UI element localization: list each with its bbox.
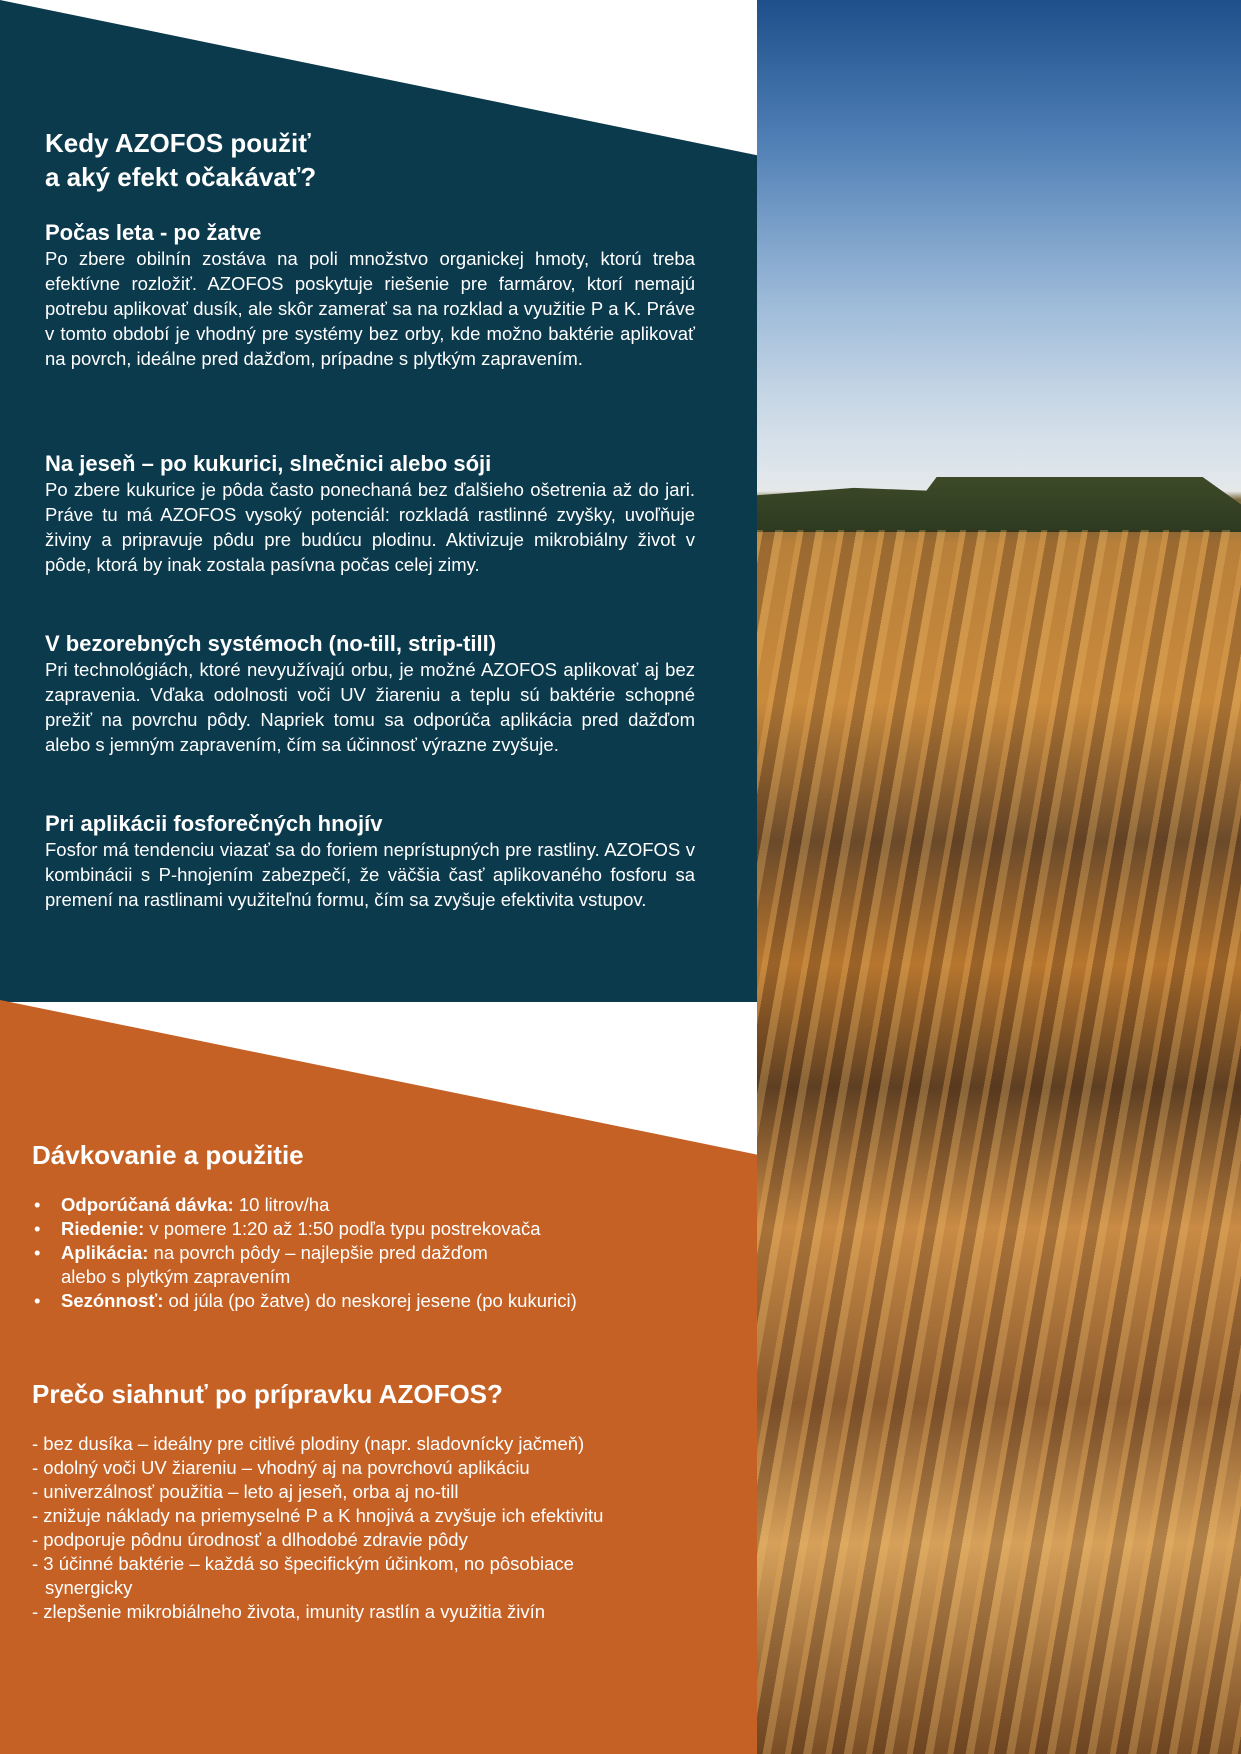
- list-item: - 3 účinné baktérie – každá so špecifickým účinkom, no pôsobiace synergicky: [32, 1553, 574, 1598]
- tree-line: [757, 440, 1241, 532]
- section-text: Pri technológiách, ktoré nevyužívajú orbu, je možné AZOFOS aplikovať aj bez zapravenia. Vďaka odolnosti voči UV žiareniu a teplu sú baktérie schopné prežiť na povrchu pôdy. Napriek tomu sa odporúča aplikácia pred dažďom alebo s jemným zapravením, čím sa účinnosť výrazne zvyšuje.: [45, 659, 695, 755]
- benefits-list: [32, 1432, 642, 1624]
- section-no-till: [45, 631, 695, 757]
- section-text: Po zbere kukurice je pôda často ponechaná bez ďalšieho ošetrenia až do jari. Práve tu má AZOFOS vysoký potenciál: rozkladá rastlinné zvyšky, uvoľňuje živiny a pripravuje pôdu pre budúcu plodinu. Aktivizuje mikrobiálny život v pôde, ktorá by inak zostala pasívna počas celej zimy.: [45, 479, 695, 575]
- list-item: - podporuje pôdnu úrodnosť a dlhodobé zdravie pôdy: [32, 1529, 468, 1550]
- why-heading: Prečo siahnuť po prípravku AZOFOS?: [32, 1379, 503, 1409]
- list-item: - univerzálnosť použitia – leto aj jeseň, orba aj no-till: [32, 1481, 459, 1502]
- orange-panel: [0, 1000, 757, 1754]
- section-autumn: [45, 451, 695, 577]
- cornfield-photo: [757, 0, 1241, 1754]
- list-item: • Riedenie: v pomere 1:20 až 1:50 podľa typu postrekovača: [32, 1217, 732, 1241]
- title-line-2: a aký efekt očakávať?: [45, 162, 317, 192]
- page-title: [45, 126, 695, 194]
- list-item: • Odporúčaná dávka: 10 litrov/ha: [32, 1193, 502, 1217]
- section-text: Po zbere obilnín zostáva na poli množstvo organickej hmoty, ktorú treba efektívne rozložiť. AZOFOS poskytuje riešenie pre farmárov, ktorí nemajú potrebu aplikovať dusík, ale skôr zamerať sa na rozklad a využitie P a K. Práve v tomto období je vhodný pre systémy bez orby, kde možno baktérie aplikovať na povrch, ideálne pred dažďom, prípadne s plytkým zapravením.: [45, 248, 695, 369]
- section-text: Fosfor má tendenciu viazať sa do foriem neprístupných pre rastliny. AZOFOS v kombinácii s P-hnojením zabezpečí, že väčšia časť aplikovaného fosforu sa premení na rastlinami využiteľnú formu, čím sa zvyšuje efektivita vstupov.: [45, 839, 695, 910]
- corn-stalks: [757, 530, 1241, 1754]
- section-summer: [45, 220, 695, 371]
- list-item: - znižuje náklady na priemyselné P a K hnojivá a zvyšuje ich efektivitu: [32, 1505, 604, 1526]
- why-section: [32, 1378, 682, 1624]
- list-item: • Sezónnosť: od júla (po žatve) do neskorej jesene (po kukurici): [32, 1289, 732, 1313]
- list-item: - odolný voči UV žiareniu – vhodný aj na povrchovú aplikáciu: [32, 1457, 530, 1478]
- section-heading: Pri aplikácii fosforečných hnojív: [45, 811, 383, 836]
- list-item: - bez dusíka – ideálny pre citlivé plodiny (napr. sladovnícky jačmeň): [32, 1433, 585, 1454]
- section-heading: V bezorebných systémoch (no-till, strip-till): [45, 631, 497, 656]
- section-heading: Na jeseň – po kukurici, slnečnici alebo sóji: [45, 451, 492, 476]
- section-phosphorus: [45, 811, 695, 912]
- dosage-list: [32, 1193, 577, 1313]
- list-item: - zlepšenie mikrobiálneho života, imunity rastlín a využitia živín: [32, 1601, 546, 1622]
- list-item: • Aplikácia: na povrch pôdy – najlepšie pred dažďom alebo s plytkým zapravením: [32, 1241, 502, 1289]
- dosage-section: [32, 1139, 682, 1313]
- dosage-heading: Dávkovanie a použitie: [32, 1140, 304, 1170]
- section-heading: Počas leta - po žatve: [45, 220, 262, 245]
- title-line-1: Kedy AZOFOS použiť: [45, 128, 311, 158]
